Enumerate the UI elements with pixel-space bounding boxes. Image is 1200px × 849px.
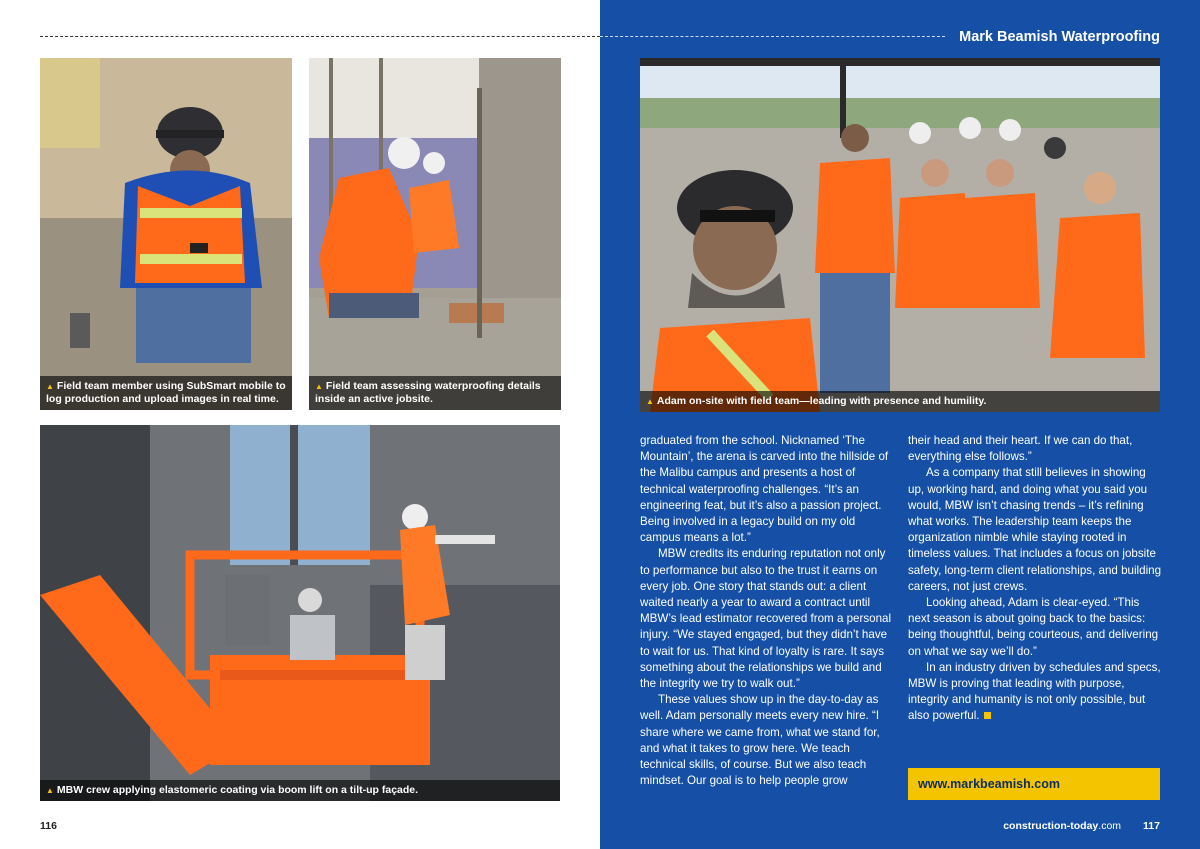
footer-site-name: construction-today [1003, 820, 1099, 832]
paragraph: As a company that still believes in showing up, working hard, and doing what you said you would, MBW isn’t chasing trends – it’s refining what works. The leadership team keeps the organization nimble while staying rooted in timeless values. That includes a focus on jobsite safety, long-term client relationships, and building careers, not just crews. [908, 466, 1162, 593]
caption-photo-1 [40, 376, 292, 410]
paragraph-final-text: In an industry driven by schedules and specs, MBW is proving that leading with purpose, integrity and humanity is not only possible, but also powerful. [908, 660, 1161, 723]
paragraph: graduated from the school. Nicknamed ‘The Mountain’, the arena is carved into the hillside of the Malibu campus and presents a host of technical waterproofing challenges. “It’s an engineering feat, but it’s also a passion project. Being involved in a legacy build on my old campus means a lot.” [640, 434, 889, 545]
footer-site-tld: .com [1098, 820, 1122, 832]
caption-text: Field team member using SubSmart mobile to log production and upload images in real time. [46, 379, 286, 406]
caption-triangle-icon: ▲ [46, 381, 54, 391]
paragraph-final [908, 660, 1163, 725]
article-column-1 [640, 433, 895, 789]
caption-text: Field team assessing waterproofing details inside an active jobsite. [315, 379, 541, 406]
page-number-left: 116 [40, 820, 57, 832]
caption-text: MBW crew applying elastomeric coating via boom lift on a tilt-up façade. [56, 784, 419, 797]
photo-jobsite-illustration [309, 58, 561, 410]
header-rule-left [40, 36, 600, 37]
photo-kneeling-worker-illustration [40, 58, 292, 410]
photo-team-illustration [640, 58, 1160, 412]
caption-photo-2 [309, 376, 561, 410]
photo-team-selfie [640, 58, 1160, 412]
paragraph: Looking ahead, Adam is clear-eyed. “This next season is about going back to the basics: being thoughtful, being courteous, and delivering on what we say we’ll do.” [908, 596, 1159, 658]
website-link[interactable]: www.markbeamish.com [908, 768, 1160, 800]
photo-boom-lift [40, 425, 560, 801]
masthead-title: Mark Beamish Waterproofing [959, 29, 1160, 45]
caption-photo-4 [640, 391, 1160, 412]
paragraph: These values show up in the day-to-day as well. Adam personally meets every new hire. “I share where we came from, what we stand for, and what it takes to grow here. We teach technical skills, of course. But we also teach mindset. Our goal is to help people grow [640, 693, 880, 788]
caption-triangle-icon: ▲ [646, 397, 654, 407]
photo-field-team-assessing [309, 58, 561, 410]
caption-triangle-icon: ▲ [315, 381, 323, 391]
end-mark-icon [984, 712, 991, 719]
photo-field-team-mobile [40, 58, 292, 410]
footer-right [1003, 820, 1160, 832]
paragraph: their head and their heart. If we can do that, everything else follows.” [908, 434, 1133, 464]
caption-text: Adam on-site with field team—leading with presence and humility. [656, 395, 987, 408]
article-column-2 [908, 433, 1163, 725]
header-rule-right [600, 36, 945, 37]
photo-boom-lift-illustration [40, 425, 560, 801]
paragraph: MBW credits its enduring reputation not only to performance but also to the trust it earns on every job. One story that stands out: a client waited nearly a year to award a contract until MBW’s lead estimator recovered from a personal injury. “We stayed engaged, but they didn’t have to wait for us. That kind of loyalty is rare. It says something about the relationships we build and the integrity we try to walk out.” [640, 547, 892, 691]
caption-triangle-icon: ▲ [46, 786, 54, 796]
page-number-right: 117 [1143, 820, 1160, 832]
caption-photo-3 [40, 780, 560, 801]
